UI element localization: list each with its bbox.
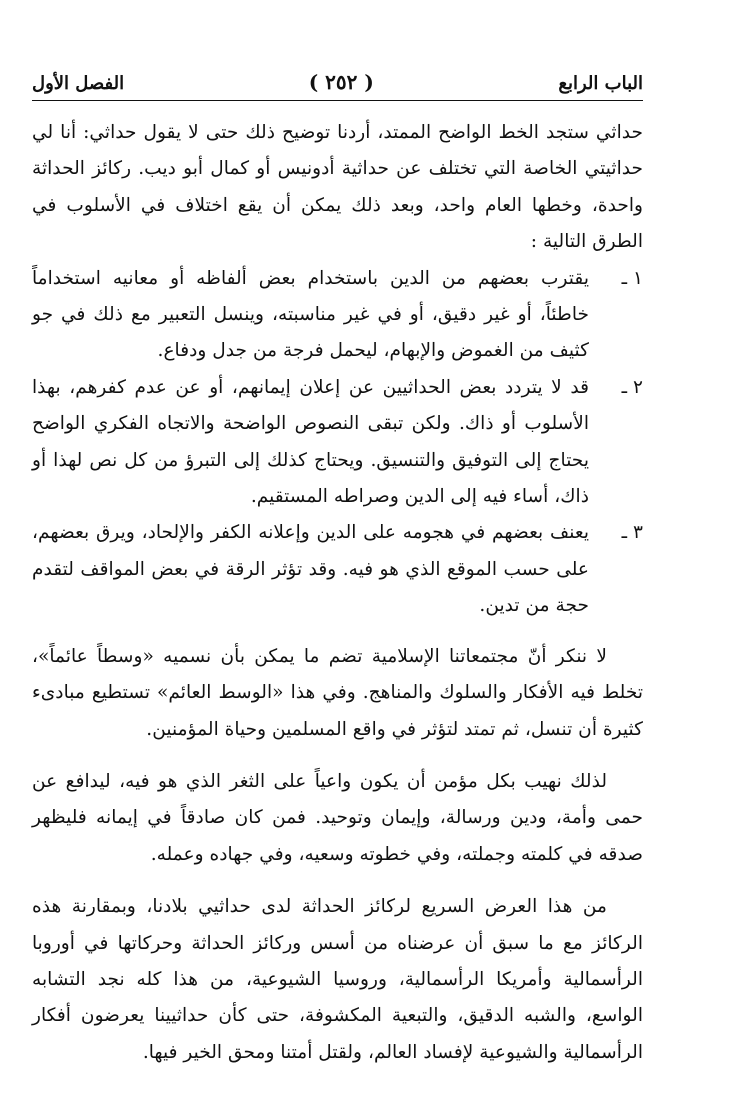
chapter-title: الباب الرابع — [558, 73, 643, 94]
body-paragraph: لا ننكر أنّ مجتمعاتنا الإسلامية تضم ما يمكن بأن نسميه «وسطاً عائماً»، تخلط فيه الأفكار والسلوك والمناهج. وفي هذا «الوسط العائم» تستطيع مبادىء كثيرة أن تنسل، ثم تمتد لتؤثر في واقع المسلمين وحياة المؤمنين. — [32, 645, 643, 740]
spacer — [32, 625, 643, 639]
list-item-number: ١ ـ — [621, 267, 643, 289]
list-item — [32, 261, 643, 370]
list-item-number: ٣ ـ — [621, 522, 643, 544]
list-item-text: يعنف بعضهم في هجومه على الدين وإعلانه الكفر والإلحاد، ويرق بعضهم، على حسب الموقع الذي هو فيه. وقد تؤثر الرقة في بعض المواقف لتقدم حجة من تدين. — [32, 522, 589, 617]
running-header — [32, 70, 643, 94]
page-number: ( ٢٥٢ ) — [308, 70, 374, 94]
list-item-text: قد لا يتردد بعض الحداثيين عن إعلان إيمانهم، أو عن عدم كفرهم، بهذا الأسلوب أو ذاك. ولكن تبقى النصوص الواضحة والاتجاه الفكري الواضح يحتاج إلى التوفيق والتنسيق. ويحتاج كذلك إلى التبرؤ من كل نص لهذا أو ذاك، أساء فيه إلى الدين وصراطه المستقيم. — [32, 376, 589, 508]
list-item-text: يقترب بعضهم من الدين باستخدام بعض ألفاظه أو معانيه استخداماً خاطئاً، أو غير دقيق، أو في غير مناسبته، وينسل التعبير مع ذلك في جو كثيف من الغموض والإبهام، ليحمل فرجة من جدل ودفاع. — [32, 267, 589, 362]
spacer — [32, 873, 643, 889]
section-title: الفصل الأول — [32, 73, 125, 94]
spacer — [32, 748, 643, 764]
body-paragraph: من هذا العرض السريع لركائز الحداثة لدى حداثيي بلادنا، وبمقارنة هذه الركائز مع ما سبق أن عرضناه من أسس وركائز الحداثة وحركاتها في أوروبا الرأسمالية وأمريكا الرأسمالية، وروسيا الشيوعية، من هذا كله نجد التشابه الواسع، والشبه الدقيق، والتبعية المكشوفة، حتى كأن حداثيينا يعرضون أفكار الرأسمالية والشيوعية لإفساد العالم، ولقتل أمتنا ومحق الخير فيها. — [32, 896, 643, 1063]
header-rule — [32, 100, 643, 101]
list-item-number: ٢ ـ — [621, 376, 643, 398]
intro-paragraph: حداثي ستجد الخط الواضح الممتد، أردنا توضيح ذلك حتى لا يقول حداثي: أنا لي حداثيتي الخاصة التي تختلف عن حداثية أدونيس أو كمال أبو ديب. ركائز الحداثة واحدة، وخطها العام واحد، وبعد ذلك يمكن أن يقع اختلاف في الأسلوب في الطرق التالية : — [32, 122, 643, 253]
list-item — [32, 515, 643, 624]
list-item — [32, 370, 643, 516]
body-paragraph: لذلك نهيب بكل مؤمن أن يكون واعياً على الثغر الذي هو فيه، ليدافع عن حمى وأمة، ودين ورسالة، وإيمان وتوحيد. فمن كان صادقاً في إيمانه فليظهر صدقه في كلمته وجملته، وفي خطوته وسعيه، وفي جهاده وعمله. — [32, 770, 643, 865]
